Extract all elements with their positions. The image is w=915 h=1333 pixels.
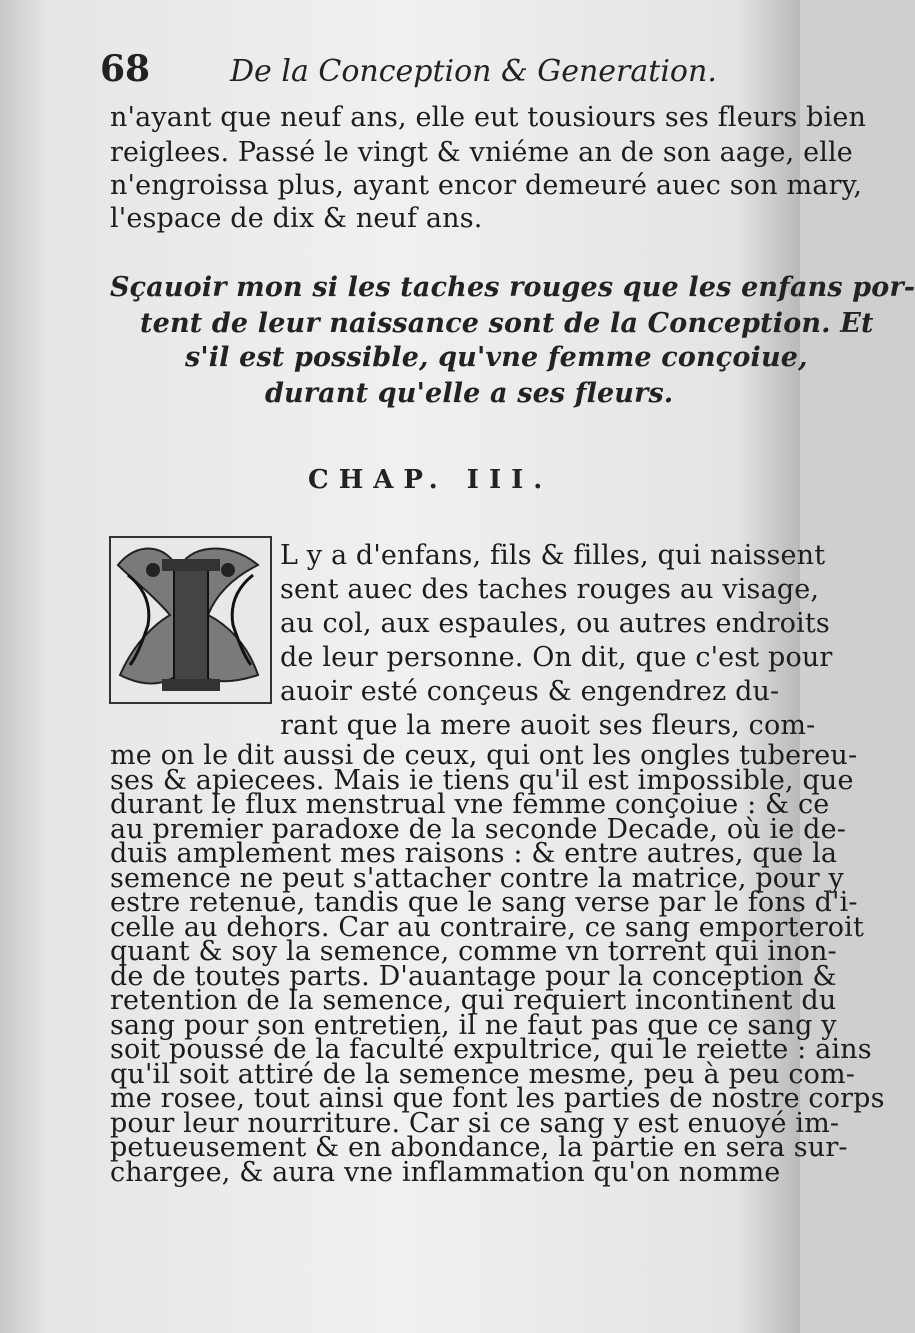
text-line: L y a d'enfans, fils & filles, qui naissent (280, 540, 826, 571)
text-line: auoir esté conçeus & engendrez du- (280, 676, 780, 707)
text-line: petueusement & en abondance, la partie en sera sur- (110, 1132, 848, 1163)
text-line: n'ayant que neuf ans, elle eut tousiours ses fleurs bien (110, 102, 867, 133)
text-line: quant & soy la semence, comme vn torrent qui inon- (110, 936, 837, 967)
text-line: pour leur nourriture. Car si ce sang y est enuoyé im- (110, 1107, 840, 1139)
ornament-icon (108, 535, 273, 705)
rubric-line: s'il est possible, qu'vne femme conçoiue, (185, 342, 808, 373)
text-line: estre retenue, tandis que le sang verse par le fons d'i- (110, 887, 858, 918)
rubric-line: Sçauoir mon si les taches rouges que les enfans por- (110, 272, 915, 303)
text-line: rant que la mere auoit ses fleurs, com- (280, 710, 816, 741)
decorated-initial (108, 535, 273, 705)
text-line: chargee, & aura vne inflammation qu'on nomme (110, 1156, 781, 1188)
rubric-line: durant qu'elle a ses fleurs. (265, 378, 674, 409)
text-line: qu'il soit attiré de la semence mesme, peu à peu com- (110, 1058, 856, 1090)
running-title: De la Conception & Generation. (230, 54, 717, 89)
page-header (100, 48, 750, 96)
text-line: retention de la semence, qui requiert incontinent du (110, 985, 837, 1016)
text-line: durant le flux menstrual vne femme conçoiue : & ce (110, 789, 830, 820)
text-line: sent auec des taches rouges au visage, (280, 574, 820, 605)
text-line: au premier paradoxe de la seconde Decade, où ie de- (110, 813, 846, 845)
text-line: l'espace de dix & neuf ans. (110, 203, 483, 234)
text-line: celle au dehors. Car au contraire, ce sang emporteroit (110, 911, 864, 943)
text-line: sang pour son entretien, il ne faut pas que ce sang y (110, 1009, 837, 1041)
folio: 68 (100, 48, 151, 90)
text-line: ses & apiecees. Mais ie tiens qu'il est impossible, que (110, 764, 854, 796)
text-line: me on le dit aussi de ceux, qui ont les ongles tubereu- (110, 740, 858, 771)
text-line: n'engroissa plus, ayant encor demeuré auec son mary, (110, 170, 863, 201)
chapter-heading: CHAP. III. (308, 465, 553, 495)
text-line: reiglees. Passé le vingt & vniéme an de son aage, elle (110, 137, 853, 168)
text-line: soit poussé de la faculté expultrice, qui le reiette : ains (110, 1034, 872, 1065)
text-line: de de toutes parts. D'auantage pour la conception & (110, 960, 837, 992)
rubric-line: tent de leur naissance sont de la Conception. Et (140, 308, 874, 339)
text-line: de leur personne. On dit, que c'est pour (280, 642, 833, 673)
text-line: au col, aux espaules, ou autres endroits (280, 608, 830, 639)
text-line: semence ne peut s'attacher contre la matrice, pour y (110, 862, 844, 894)
text-line: me rosee, tout ainsi que font les parties de nostre corps (110, 1083, 885, 1114)
text-line: duis amplement mes raisons : & entre autres, que la (110, 838, 838, 869)
